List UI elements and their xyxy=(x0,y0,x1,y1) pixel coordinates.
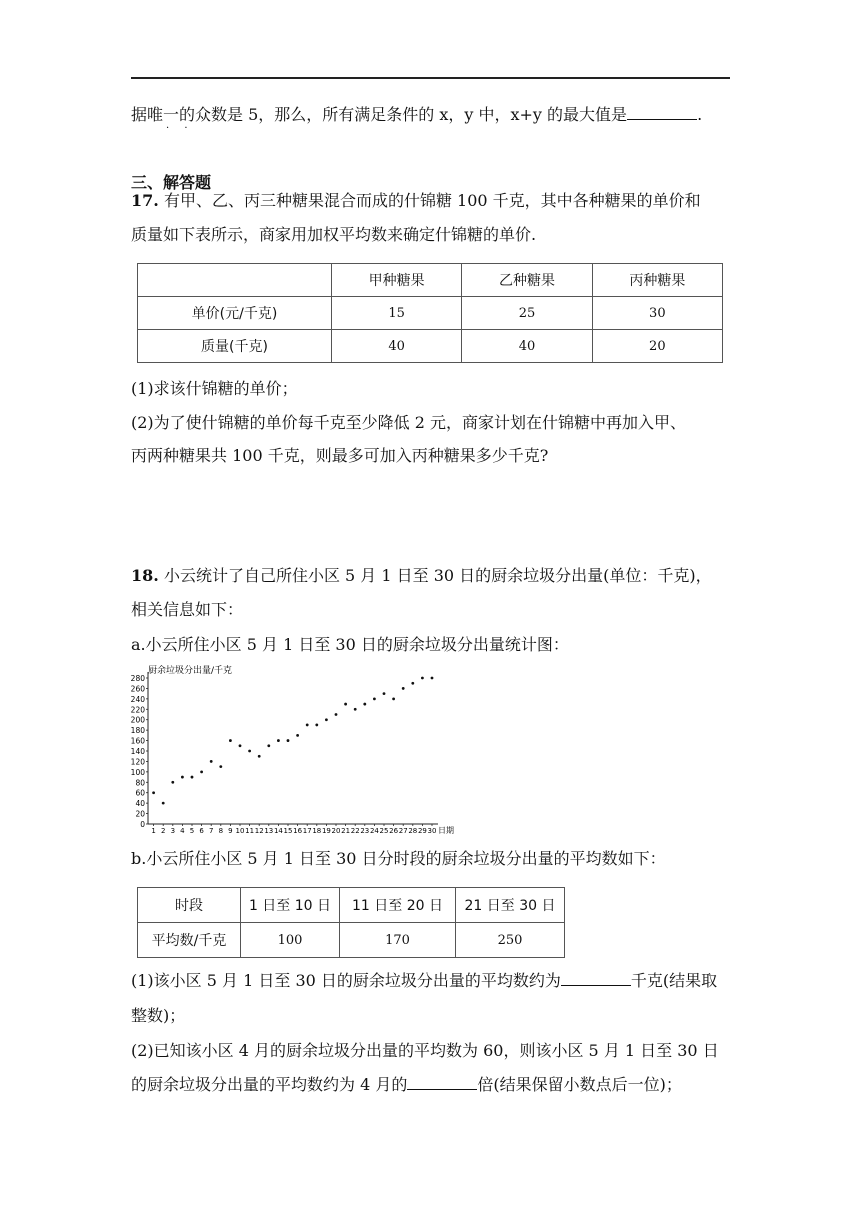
x-tick-label: 21 xyxy=(341,827,351,835)
data-point xyxy=(219,765,222,768)
table-cell: 丙种糖果 xyxy=(592,264,722,297)
y-tick-label: 0 xyxy=(140,820,145,829)
x-tick-label: 26 xyxy=(389,827,399,835)
y-tick-label: 120 xyxy=(130,757,145,767)
table-cell: 21 日至 30 日 xyxy=(456,888,565,923)
x-tick-label: 14 xyxy=(273,827,283,835)
data-point xyxy=(402,687,405,690)
data-point xyxy=(287,739,290,742)
data-point xyxy=(248,750,251,753)
q18-line1 xyxy=(131,565,712,587)
table-row xyxy=(138,297,723,330)
answer-blank[interactable] xyxy=(407,1075,477,1090)
table-cell: 25 xyxy=(462,297,592,330)
table-row xyxy=(138,923,565,958)
table-cell: 11 日至 20 日 xyxy=(340,888,456,923)
table-cell xyxy=(138,264,332,297)
x-tick-label: 13 xyxy=(264,827,274,835)
y-tick-label: 220 xyxy=(130,705,145,715)
q18-text1: 小云统计了自己所住小区 5 月 1 日至 30 日的厨余垃圾分出量(单位：千克)， xyxy=(163,566,712,585)
table-cell: 乙种糖果 xyxy=(462,264,592,297)
x-tick-label: 19 xyxy=(321,827,331,835)
x-tick-label: 29 xyxy=(417,827,427,835)
q18-part1-line1 xyxy=(131,970,717,992)
data-point xyxy=(171,781,174,784)
table-cell: 15 xyxy=(332,297,462,330)
x-ticks xyxy=(151,824,436,835)
y-ticks xyxy=(131,674,148,829)
table-cell: 质量(千克) xyxy=(138,330,332,363)
q18-table xyxy=(137,887,565,958)
y-axis-label: 厨余垃圾分出量/千克 xyxy=(148,666,233,676)
q18-item-b: b.小云所住小区 5 月 1 日至 30 日分时段的厨余垃圾分出量的平均数如下： xyxy=(131,849,666,868)
table-cell: 单价(元/千克) xyxy=(138,297,332,330)
x-tick-label: 16 xyxy=(293,827,303,835)
table-cell: 30 xyxy=(592,297,722,330)
data-point xyxy=(162,802,165,805)
y-tick-label: 160 xyxy=(130,736,145,746)
table-cell: 时段 xyxy=(138,888,241,923)
y-tick-label: 80 xyxy=(135,778,145,788)
table-header-row xyxy=(138,264,723,297)
data-point xyxy=(431,677,434,680)
q17-part2-line2: 丙两种糖果共 100 千克，则最多可加入丙种糖果多少千克? xyxy=(131,446,549,465)
q18-part1-suffix: 千克(结果取 xyxy=(630,971,718,990)
q17-part2-line1: (2)为了使什锦糖的单价每千克至少降低 2 元，商家计划在什锦糖中再加入甲、 xyxy=(131,413,687,432)
scatter-chart xyxy=(128,660,458,838)
data-point xyxy=(191,776,194,779)
q16-text: 据唯一的众数是 5，那么，所有满足条件的 x，y 中，x+y 的最大值是 xyxy=(131,105,628,124)
x-tick-label: 23 xyxy=(360,827,370,835)
data-point xyxy=(229,739,232,742)
q18-number: 18. xyxy=(131,566,159,585)
x-tick-label: 7 xyxy=(208,827,214,835)
x-tick-label: 1 xyxy=(151,827,156,835)
y-tick-label: 240 xyxy=(130,694,145,704)
data-point xyxy=(296,734,299,737)
x-tick-label: 15 xyxy=(283,827,293,835)
x-tick-label: 17 xyxy=(302,827,312,835)
q18-line2: 相关信息如下： xyxy=(131,600,244,619)
data-point xyxy=(344,703,347,706)
table-cell: 20 xyxy=(592,330,722,363)
data-point xyxy=(258,755,261,758)
x-tick-label: 25 xyxy=(379,827,389,835)
x-tick-label: 30 xyxy=(427,827,437,835)
q18-part1-line2: 整数)； xyxy=(131,1006,186,1025)
q17-number: 17. xyxy=(131,191,159,210)
x-tick-label: 12 xyxy=(254,827,264,835)
q18-part1-text: (1)该小区 5 月 1 日至 30 日的厨余垃圾分出量的平均数约为 xyxy=(131,971,561,990)
x-tick-label: 6 xyxy=(199,827,204,835)
q17-table xyxy=(137,263,723,363)
q18-part2-text: 的厨余垃圾分出量的平均数约为 4 月的 xyxy=(131,1075,408,1094)
x-tick-label: 28 xyxy=(408,827,418,835)
q18-part2-line1: (2)已知该小区 4 月的厨余垃圾分出量的平均数为 60，则该小区 5 月 1 日至 30 日 xyxy=(131,1041,719,1060)
q17-line1 xyxy=(131,190,701,212)
table-cell: 170 xyxy=(340,923,456,958)
table-cell: 甲种糖果 xyxy=(332,264,462,297)
data-point xyxy=(383,692,386,695)
x-tick-label: 9 xyxy=(228,827,233,835)
x-tick-label: 8 xyxy=(218,827,224,835)
data-point xyxy=(392,697,395,700)
table-cell: 100 xyxy=(241,923,340,958)
table-cell: 40 xyxy=(462,330,592,363)
data-point xyxy=(152,791,155,794)
q18-part2-line2 xyxy=(131,1074,682,1096)
data-point xyxy=(200,770,203,773)
data-point xyxy=(363,703,366,706)
data-point xyxy=(325,718,328,721)
data-point xyxy=(315,724,318,727)
table-cell: 1 日至 10 日 xyxy=(241,888,340,923)
data-point xyxy=(239,744,242,747)
q17-text1: 有甲、乙、丙三种糖果混合而成的什锦糖 100 千克，其中各种糖果的单价和 xyxy=(163,191,701,210)
emphasis-dots: · · xyxy=(166,123,194,134)
data-point xyxy=(306,724,309,727)
data-point xyxy=(267,744,270,747)
y-tick-label: 60 xyxy=(135,788,145,798)
x-tick-label: 27 xyxy=(398,827,408,835)
q16-period: . xyxy=(697,105,703,124)
top-rule xyxy=(131,77,730,79)
x-tick-label: 24 xyxy=(369,827,379,835)
table-row xyxy=(138,330,723,363)
q16-tail xyxy=(131,104,702,126)
data-point xyxy=(354,708,357,711)
x-tick-label: 5 xyxy=(189,827,195,835)
x-tick-label: 4 xyxy=(180,827,185,835)
table-cell: 平均数/千克 xyxy=(138,923,241,958)
section-title: 三、解答题 xyxy=(131,173,212,192)
y-tick-label: 180 xyxy=(130,726,145,736)
table-cell: 40 xyxy=(332,330,462,363)
q17-part1: (1)求该什锦糖的单价； xyxy=(131,379,298,398)
x-tick-label: 3 xyxy=(170,827,176,835)
data-point xyxy=(210,760,213,763)
y-tick-label: 40 xyxy=(135,799,145,809)
table-cell: 250 xyxy=(456,923,565,958)
x-tick-label: 20 xyxy=(331,827,341,835)
data-point xyxy=(335,713,338,716)
chart-axes xyxy=(148,672,438,824)
answer-blank[interactable] xyxy=(627,105,697,120)
q18-part2-suffix: 倍(结果保留小数点后一位)； xyxy=(477,1075,682,1094)
x-tick-label: 11 xyxy=(245,827,255,835)
data-point xyxy=(411,682,414,685)
data-point xyxy=(421,677,424,680)
x-tick-label: 2 xyxy=(160,827,166,835)
x-axis-label: 日期 xyxy=(438,826,454,835)
table-header-row xyxy=(138,888,565,923)
y-tick-label: 280 xyxy=(130,674,145,683)
y-tick-label: 20 xyxy=(135,809,145,819)
y-tick-label: 200 xyxy=(130,715,145,725)
data-point xyxy=(277,739,280,742)
x-tick-label: 18 xyxy=(312,827,322,835)
y-tick-label: 100 xyxy=(130,767,145,777)
answer-blank[interactable] xyxy=(561,971,631,986)
data-points xyxy=(152,677,433,805)
x-tick-label: 22 xyxy=(350,827,360,835)
data-point xyxy=(181,776,184,779)
x-tick-label: 10 xyxy=(235,827,245,835)
y-tick-label: 140 xyxy=(130,747,145,756)
q18-item-a: a.小云所住小区 5 月 1 日至 30 日的厨余垃圾分出量统计图： xyxy=(131,635,569,654)
q17-line2: 质量如下表所示，商家用加权平均数来确定什锦糖的单价. xyxy=(131,225,537,244)
y-tick-label: 260 xyxy=(130,684,145,694)
data-point xyxy=(373,697,376,700)
